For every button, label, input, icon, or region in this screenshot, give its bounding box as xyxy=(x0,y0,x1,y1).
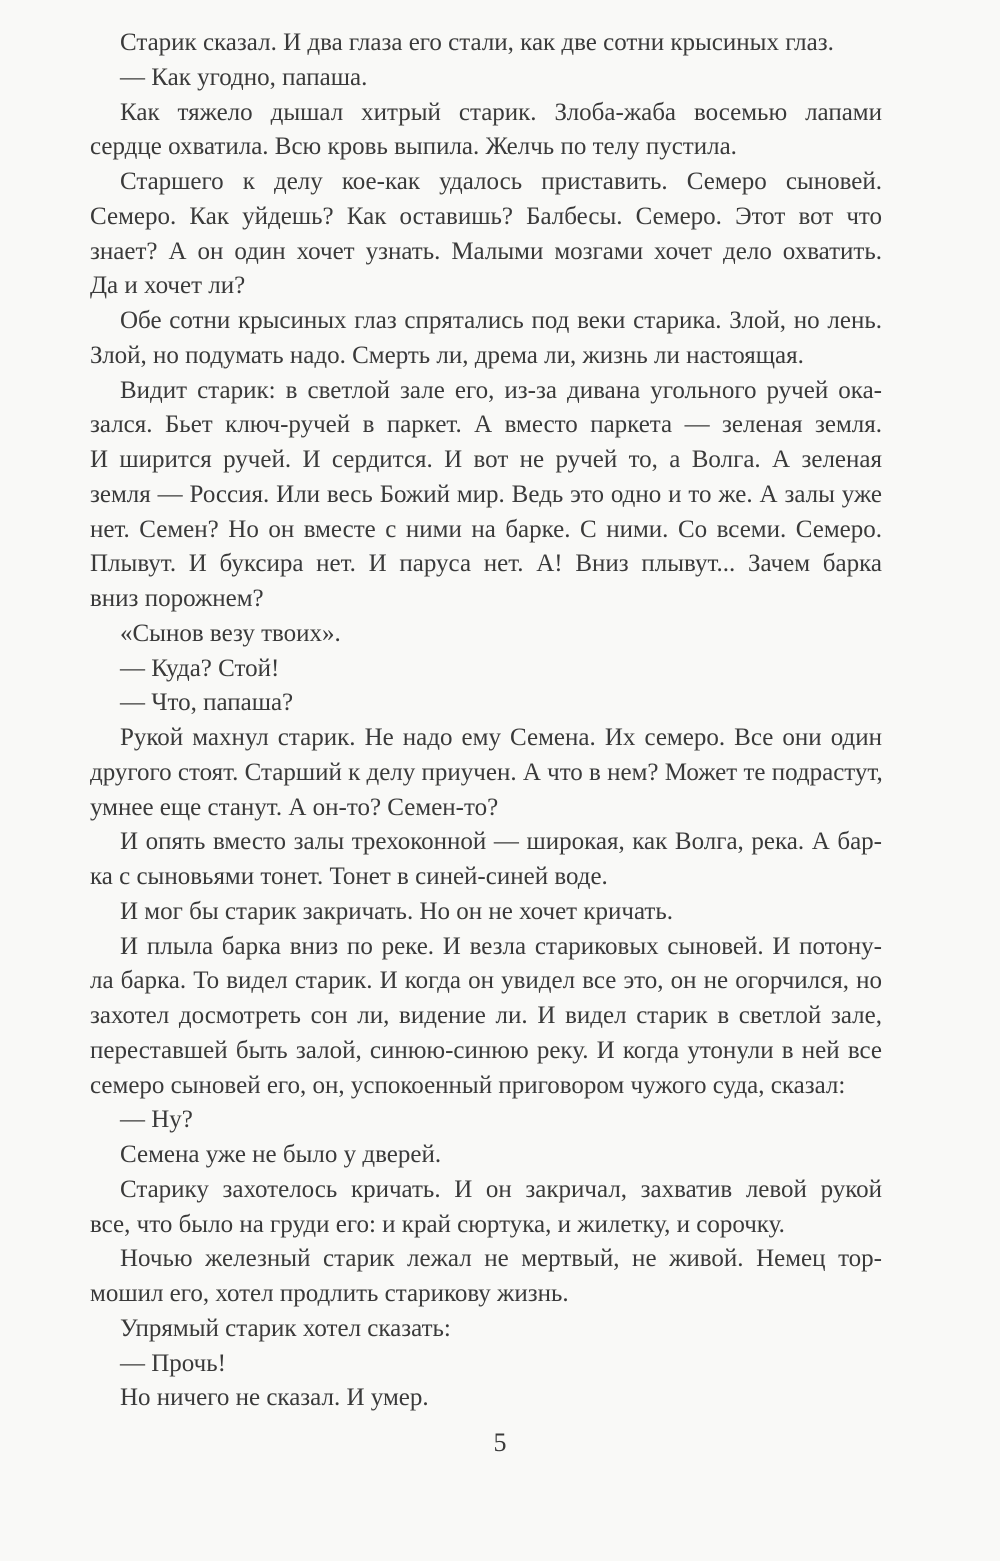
paragraph xyxy=(90,1381,882,1416)
text-line: Плывут. И буксира нет. И паруса нет. А! Вниз плывут... Зачем барка xyxy=(90,550,882,578)
paragraph xyxy=(90,1138,882,1173)
paragraph xyxy=(90,61,882,96)
text-line: И мог бы старик закричать. Но он не хочет кричать. xyxy=(120,897,673,925)
text-line: ла барка. То видел старик. И когда он увидел все это, он не огорчился, но xyxy=(90,967,882,995)
text-line: — Прочь! xyxy=(120,1349,226,1377)
page-number: 5 xyxy=(493,1428,507,1457)
text-line: Как тяжело дышал хитрый старик. Злоба-жаба восемью лапами xyxy=(120,98,882,126)
text-line: Обе сотни крысиных глаз спрятались под веки старика. Злой, но лень. xyxy=(120,307,882,334)
paragraph xyxy=(90,374,882,617)
text-line: переставшей быть залой, синюю-синюю реку. И когда утонули в ней все xyxy=(90,1036,882,1064)
paragraph xyxy=(90,1347,882,1382)
text-line: Старику захотелось кричать. И он закричал, захватив левой рукой xyxy=(120,1175,882,1203)
text-line: другого стоят. Старший к делу приучен. А что в нем? Может те подрастут, xyxy=(90,758,883,786)
text-line: знает? А он один хочет узнать. Малыми мозгами хочет дело охватить. xyxy=(90,237,882,265)
text-line: И ширится ручей. И сердится. И вот не ручей то, а Волга. А зеленая xyxy=(90,446,882,473)
text-line: И плыла барка вниз по реке. И везла стариковых сыновей. И потону- xyxy=(120,932,882,960)
text-line: Старшего к делу кое-как удалось приставить. Семеро сыновей. xyxy=(120,168,882,195)
text-line: Да и хочет ли? xyxy=(90,272,246,300)
paragraph xyxy=(90,165,882,304)
page-body-text xyxy=(90,26,882,1416)
text-line: И опять вместо залы трехоконной — широкая, как Волга, река. А бар- xyxy=(120,828,882,856)
text-line: Семена уже не было у дверей. xyxy=(120,1141,442,1168)
paragraph xyxy=(90,1173,882,1243)
text-line: — Что, папаша? xyxy=(120,689,294,717)
paragraph xyxy=(90,26,882,61)
paragraph xyxy=(90,96,882,166)
paragraph xyxy=(90,1242,882,1312)
paragraph xyxy=(90,304,882,374)
paragraph xyxy=(90,895,882,930)
paragraph xyxy=(90,652,882,687)
text-line: ка с сыновьями тонет. Тонет в синей-синей воде. xyxy=(90,863,608,890)
text-line: Упрямый старик хотел сказать: xyxy=(120,1314,451,1342)
text-line: Семеро. Как уйдешь? Как оставишь? Балбесы. Семеро. Этот вот что xyxy=(90,202,882,230)
text-line: захотел досмотреть сон ли, видение ли. И видел старик в светлой зале, xyxy=(90,1002,882,1029)
text-line: Но ничего не сказал. И умер. xyxy=(120,1384,429,1412)
text-line: нет. Семен? Но он вместе с ними на барке. С ними. Со всеми. Семеро. xyxy=(90,515,882,543)
paragraph xyxy=(90,1312,882,1347)
text-line: — Ну? xyxy=(120,1106,193,1134)
text-line: зался. Бьет ключ-ручей в паркет. А вместо паркета — зеленая земля. xyxy=(90,411,882,439)
paragraph xyxy=(90,617,882,652)
text-line: — Как угодно, папаша. xyxy=(120,63,368,91)
paragraph xyxy=(90,930,882,1104)
paragraph xyxy=(90,825,882,895)
paragraph xyxy=(90,1103,882,1138)
text-line: мошил его, хотел продлить старикову жизнь. xyxy=(90,1280,569,1307)
text-line: вниз порожнем? xyxy=(90,585,264,612)
text-line: — Куда? Стой! xyxy=(120,654,280,682)
text-line: семеро сыновей его, он, успокоенный приговором чужого суда, сказал: xyxy=(90,1071,846,1099)
text-line: «Сынов везу твоих». xyxy=(120,619,341,647)
text-line: Ночью железный старик лежал не мертвый, не живой. Немец тор- xyxy=(120,1245,882,1273)
text-line: сердце охватила. Всю кровь выпила. Желчь по телу пустила. xyxy=(90,133,737,161)
text-line: все, что было на груди его: и край сюртука, и жилетку, и сорочку. xyxy=(90,1210,785,1238)
text-line: умнее еще станут. А он-то? Семен-то? xyxy=(90,793,499,821)
paragraph xyxy=(90,721,882,825)
paragraph xyxy=(90,686,882,721)
text-line: Старик сказал. И два глаза его стали, как две сотни крысиных глаз. xyxy=(120,29,834,56)
text-line: Видит старик: в светлой зале его, из-за дивана угольного ручей ока- xyxy=(120,376,882,404)
text-line: Рукой махнул старик. Не надо ему Семена. Их семеро. Все они один xyxy=(120,724,882,751)
text-line: земля — Россия. Или весь Божий мир. Ведь это одно и то же. А залы уже xyxy=(90,480,882,508)
text-line: Злой, но подумать надо. Смерть ли, дрема ли, жизнь ли настоящая. xyxy=(90,341,804,369)
